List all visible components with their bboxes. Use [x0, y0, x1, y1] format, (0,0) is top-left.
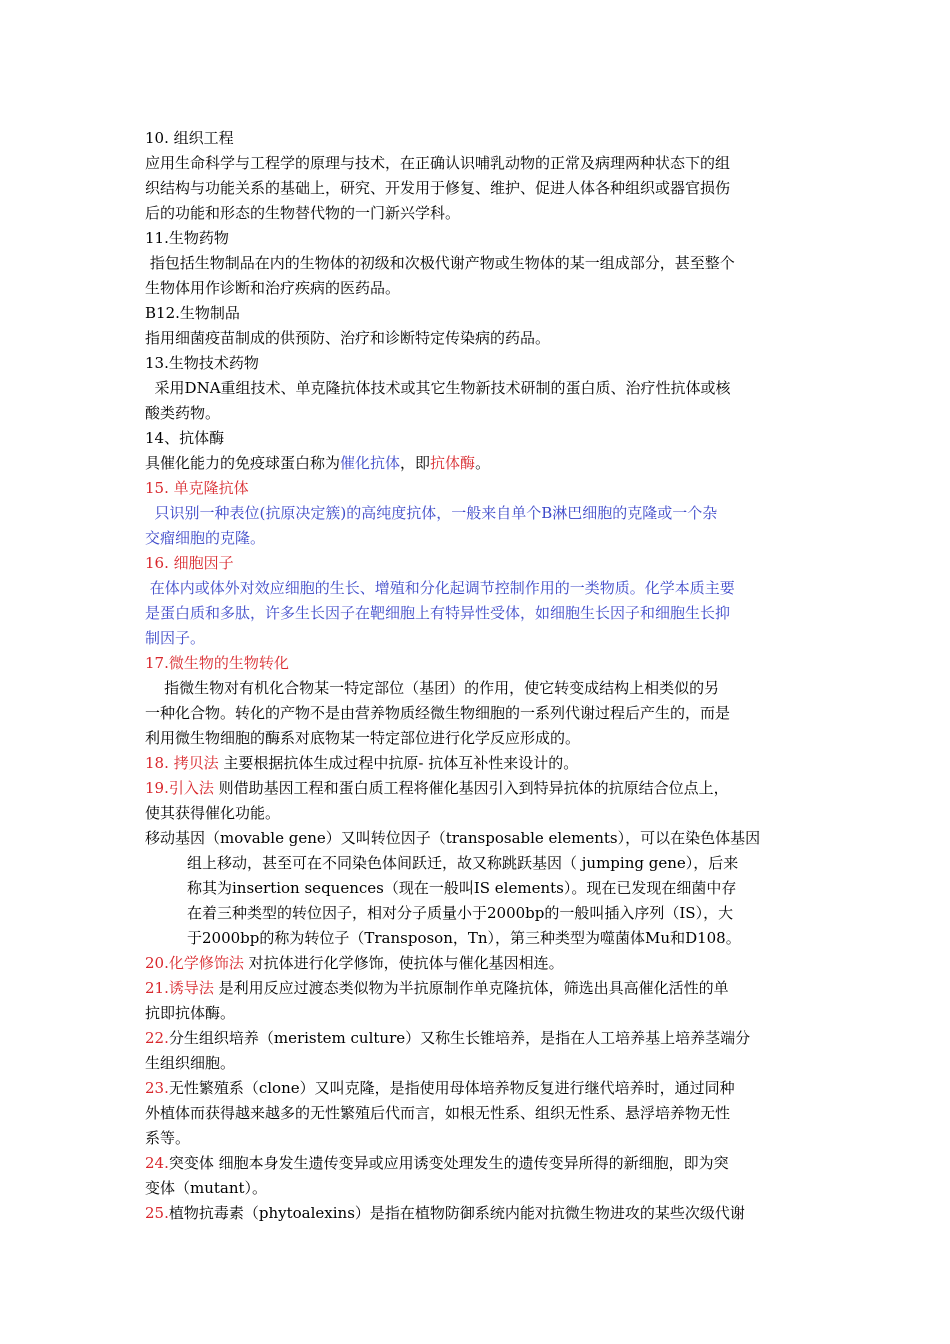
section-15-title: 15. 单克隆抗体: [145, 479, 249, 497]
transposon-line-3: 称其为insertion sequences（现在一般叫IS elements）。现在已发现在细菌中存: [187, 879, 737, 897]
section-12-line-1: 指用细菌疫苗制成的供预防、治疗和诊断特定传染病的药品。: [145, 329, 551, 347]
section-22-number: 22.: [145, 1029, 169, 1047]
section-23-text: 无性繁殖系（clone）又叫克隆，是指使用母体培养物反复进行继代培养时，通过同种: [168, 1079, 735, 1097]
document-body: [145, 126, 815, 1226]
section-17-line-2: 一种化合物。转化的产物不是由营养物质经微生物细胞的一系列代谢过程后产生的，而是: [145, 704, 731, 722]
section-10-title: 10. 组织工程: [145, 129, 234, 147]
section-20: [145, 951, 815, 976]
section-21-line-2: 抗即抗体酶。: [145, 1004, 236, 1022]
section-19-line-1: [145, 776, 815, 801]
section-23-line-3: 系等。: [145, 1129, 191, 1147]
section-13-line-2: 酸类药物。: [145, 404, 221, 422]
section-18-text: 主要根据抗体生成过程中抗原- 抗体互补性来设计的。: [218, 754, 579, 772]
section-20-term: 20.化学修饰法: [145, 954, 244, 972]
transposon-line-5: 于2000bp的称为转位子（Transposon，Tn），第三种类型为噬菌体Mu和D108。: [187, 929, 741, 947]
transposon-line-4: 在着三种类型的转位因子，相对分子质量小于2000bp的一般叫插入序列（IS），大: [187, 904, 734, 922]
section-15-line-1: 只识别一种表位(抗原决定簇)的高纯度抗体，一般来自单个B淋巴细胞的克隆或一个杂: [145, 504, 718, 522]
section-17-line-1: 指微生物对有机化合物某一特定部位（基团）的作用，使它转变成结构上相类似的另: [145, 679, 720, 697]
section-11-line-1: 指包括生物制品在内的生物体的初级和次极代谢产物或生物体的某一组成部分，甚至整个: [145, 254, 735, 272]
section-15-line-2: 交瘤细胞的克隆。: [145, 529, 266, 547]
section-25-number: 25.: [145, 1204, 169, 1222]
section-25-text: 植物抗毒素（phytoalexins）是指在植物防御系统内能对抗微生物进攻的某些次级代谢: [168, 1204, 745, 1222]
section-23-number: 23.: [145, 1079, 169, 1097]
section-19-line-2: 使其获得催化功能。: [145, 804, 281, 822]
section-14-text-end: 。: [475, 454, 491, 472]
section-10-line-3: 后的功能和形态的生物替代物的一门新兴学科。: [145, 204, 461, 222]
section-14-text-pre: 具催化能力的免疫球蛋白称为: [145, 454, 341, 472]
section-22-line-1: [145, 1026, 815, 1051]
section-21-text: 是利用反应过渡态类似物为半抗原制作单克隆抗体，筛选出具高催化活性的单: [213, 979, 729, 997]
section-14-line-1: [145, 451, 815, 476]
section-19-text: 则借助基因工程和蛋白质工程将催化基因引入到特异抗体的抗原结合位点上，: [213, 779, 729, 797]
section-18-term: 18. 拷贝法: [145, 754, 219, 772]
section-22-text: 分生组织培养（meristem culture）又称生长锥培养，是指在人工培养基上培养茎端分: [168, 1029, 751, 1047]
section-17-title: 17.微生物的生物转化: [145, 654, 289, 672]
transposon-line-1: 移动基因（movable gene）又叫转位因子（transposable elements），可以在染色体基因: [145, 829, 761, 847]
section-16-line-3: 制因子。: [145, 629, 206, 647]
section-16-title: 16. 细胞因子: [145, 554, 234, 572]
section-16-line-1: 在体内或体外对效应细胞的生长、增殖和分化起调节控制作用的一类物质。化学本质主要: [145, 579, 735, 597]
section-14-text-mid: ，即: [400, 454, 431, 472]
section-11-title: 11.生物药物: [145, 229, 229, 247]
section-23-line-2: 外植体而获得越来越多的无性繁殖后代而言，如根无性系、组织无性系、悬浮培养物无性: [145, 1104, 731, 1122]
section-19-term: 19.引入法: [145, 779, 214, 797]
transposon-line-2: 组上移动，甚至可在不同染色体间跃迁，故又称跳跃基因（ jumping gene），后来: [187, 854, 739, 872]
section-16-line-2: 是蛋白质和多肽，许多生长因子在靶细胞上有特异性受体，如细胞生长因子和细胞生长抑: [145, 604, 731, 622]
section-24-line-1: [145, 1151, 815, 1176]
section-18: [145, 751, 815, 776]
section-23-line-1: [145, 1076, 815, 1101]
section-12-title: B12.生物制品: [145, 304, 240, 322]
section-24-number: 24.: [145, 1154, 169, 1172]
section-10-line-1: 应用生命科学与工程学的原理与技术，在正确认识哺乳动物的正常及病理两种状态下的组: [145, 154, 731, 172]
term-catalytic-antibody: 催化抗体: [340, 454, 401, 472]
section-21-line-1: [145, 976, 815, 1001]
section-20-text: 对抗体进行化学修饰，使抗体与催化基因相连。: [243, 954, 564, 972]
section-13-title: 13.生物技术药物: [145, 354, 259, 372]
section-17-line-3: 利用微生物细胞的酶系对底物某一特定部位进行化学反应形成的。: [145, 729, 581, 747]
section-22-line-2: 生组织细胞。: [145, 1054, 236, 1072]
term-abzyme: 抗体酶: [430, 454, 476, 472]
section-10-line-2: 织结构与功能关系的基础上，研究、开发用于修复、维护、促进人体各种组织或器官损伤: [145, 179, 731, 197]
section-11-line-2: 生物体用作诊断和治疗疾病的医药品。: [145, 279, 401, 297]
section-24-text: 突变体 细胞本身发生遗传变异或应用诱变处理发生的遗传变异所得的新细胞，即为突: [168, 1154, 729, 1172]
section-25-line-1: [145, 1201, 815, 1226]
section-13-line-1: 采用DNA重组技术、单克隆抗体技术或其它生物新技术研制的蛋白质、治疗性抗体或核: [145, 379, 731, 397]
section-21-term: 21.诱导法: [145, 979, 214, 997]
section-14-title: 14、抗体酶: [145, 429, 225, 447]
section-24-line-2: 变体（mutant）。: [145, 1179, 268, 1197]
